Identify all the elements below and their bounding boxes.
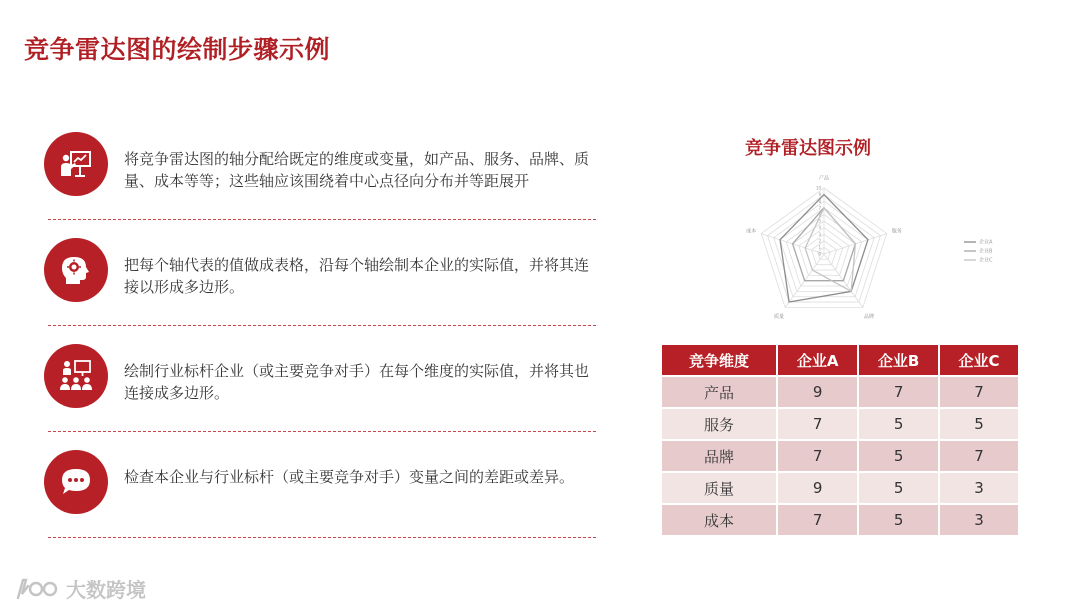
presentation-icon (58, 146, 94, 182)
radar-tick-label: 0 (818, 251, 821, 257)
radar-tick-label: 9 (818, 192, 821, 198)
step-icon-badge (44, 238, 108, 302)
table-header: 企业B (859, 345, 938, 375)
table-cell: 9 (778, 377, 857, 407)
page-title: 竞争雷达图的绘制步骤示例 (24, 35, 331, 64)
step-icon-badge (44, 132, 108, 196)
step-icon-badge (44, 344, 108, 408)
radar-axis-label: 产品 (818, 175, 830, 182)
table-row (662, 505, 1018, 535)
step-item (44, 234, 596, 340)
step-icon-badge (44, 450, 108, 514)
table-cell: 7 (940, 441, 1018, 471)
head-idea-icon (58, 252, 94, 288)
table-cell: 7 (778, 505, 857, 535)
radar-title: 竞争雷达图示例 (745, 138, 871, 159)
step-item (44, 340, 596, 446)
radar-axis-label: 成本 (746, 228, 757, 235)
radar-axis-label: 品牌 (863, 313, 875, 320)
radar-axis-label: 服务 (891, 228, 902, 235)
table-cell: 7 (778, 409, 857, 439)
dashed-divider (48, 325, 596, 326)
radar-tick-label: 10 (815, 185, 821, 191)
legend-label: 企业A (979, 239, 993, 246)
table-header: 企业A (778, 345, 857, 375)
radar-tick-label: 3 (818, 231, 821, 237)
table-cell: 9 (778, 473, 857, 503)
radar-tick-label: 6 (818, 212, 821, 217)
table-header: 企业C (940, 345, 1018, 375)
radar-tick-label: 7 (818, 205, 821, 211)
watermark (14, 574, 146, 603)
table-cell: 5 (859, 441, 938, 471)
radar-tick-label: 8 (818, 198, 821, 204)
table-header-row (662, 345, 1018, 375)
step-item (44, 446, 596, 552)
table-row (662, 441, 1018, 471)
radar-tick-label: 1 (818, 245, 821, 250)
table-row (662, 473, 1018, 503)
comparison-table (660, 343, 1020, 537)
table-cell: 品牌 (662, 441, 776, 471)
step-text: 绘制行业标杆企业（或主要竞争对手）在每个维度的实际值，并将其也连接成多边形。 (124, 362, 590, 402)
table-cell: 3 (940, 473, 1018, 503)
table-cell: 5 (859, 505, 938, 535)
radar-axis-label: 质量 (773, 313, 785, 320)
legend-label: 企业C (979, 257, 993, 264)
table-cell: 7 (778, 441, 857, 471)
legend-label: 企业B (979, 248, 993, 255)
dashed-divider (48, 431, 596, 432)
radar-tick-label: 5 (818, 218, 821, 224)
table-cell: 3 (940, 505, 1018, 535)
radar-tick-label: 4 (818, 225, 821, 231)
table-cell: 质量 (662, 473, 776, 503)
step-text: 把每个轴代表的值做成表格，沿每个轴绘制本企业的实际值，并将其连接以形成多边形。 (124, 256, 590, 296)
radar-chart (700, 170, 1040, 330)
table-cell: 5 (940, 409, 1018, 439)
steps-list (44, 128, 596, 552)
step-text: 检查本企业与行业标杆（或主要竞争对手）变量之间的差距或差异。 (124, 468, 575, 486)
table-cell: 5 (859, 473, 938, 503)
table-row (662, 377, 1018, 407)
table-row (662, 409, 1018, 439)
team-meeting-icon (58, 358, 94, 394)
table-cell: 5 (859, 409, 938, 439)
radar-tick-label: 2 (818, 238, 821, 244)
table-cell: 服务 (662, 409, 776, 439)
table-cell: 产品 (662, 377, 776, 407)
chat-bubble-icon (58, 464, 94, 500)
dashed-divider (48, 537, 596, 538)
table-header: 竞争维度 (662, 345, 776, 375)
step-item (44, 128, 596, 234)
watermark-text: 大数跨境 (66, 578, 146, 602)
table-cell: 成本 (662, 505, 776, 535)
dashed-divider (48, 219, 596, 220)
brand-logo-icon (14, 576, 60, 602)
table-cell: 7 (859, 377, 938, 407)
step-text: 将竞争雷达图的轴分配给既定的维度或变量，如产品、服务、品牌、质量、成本等等；这些轴应该围绕着中心点径向分布并等距展开 (124, 150, 590, 190)
table-cell: 7 (940, 377, 1018, 407)
